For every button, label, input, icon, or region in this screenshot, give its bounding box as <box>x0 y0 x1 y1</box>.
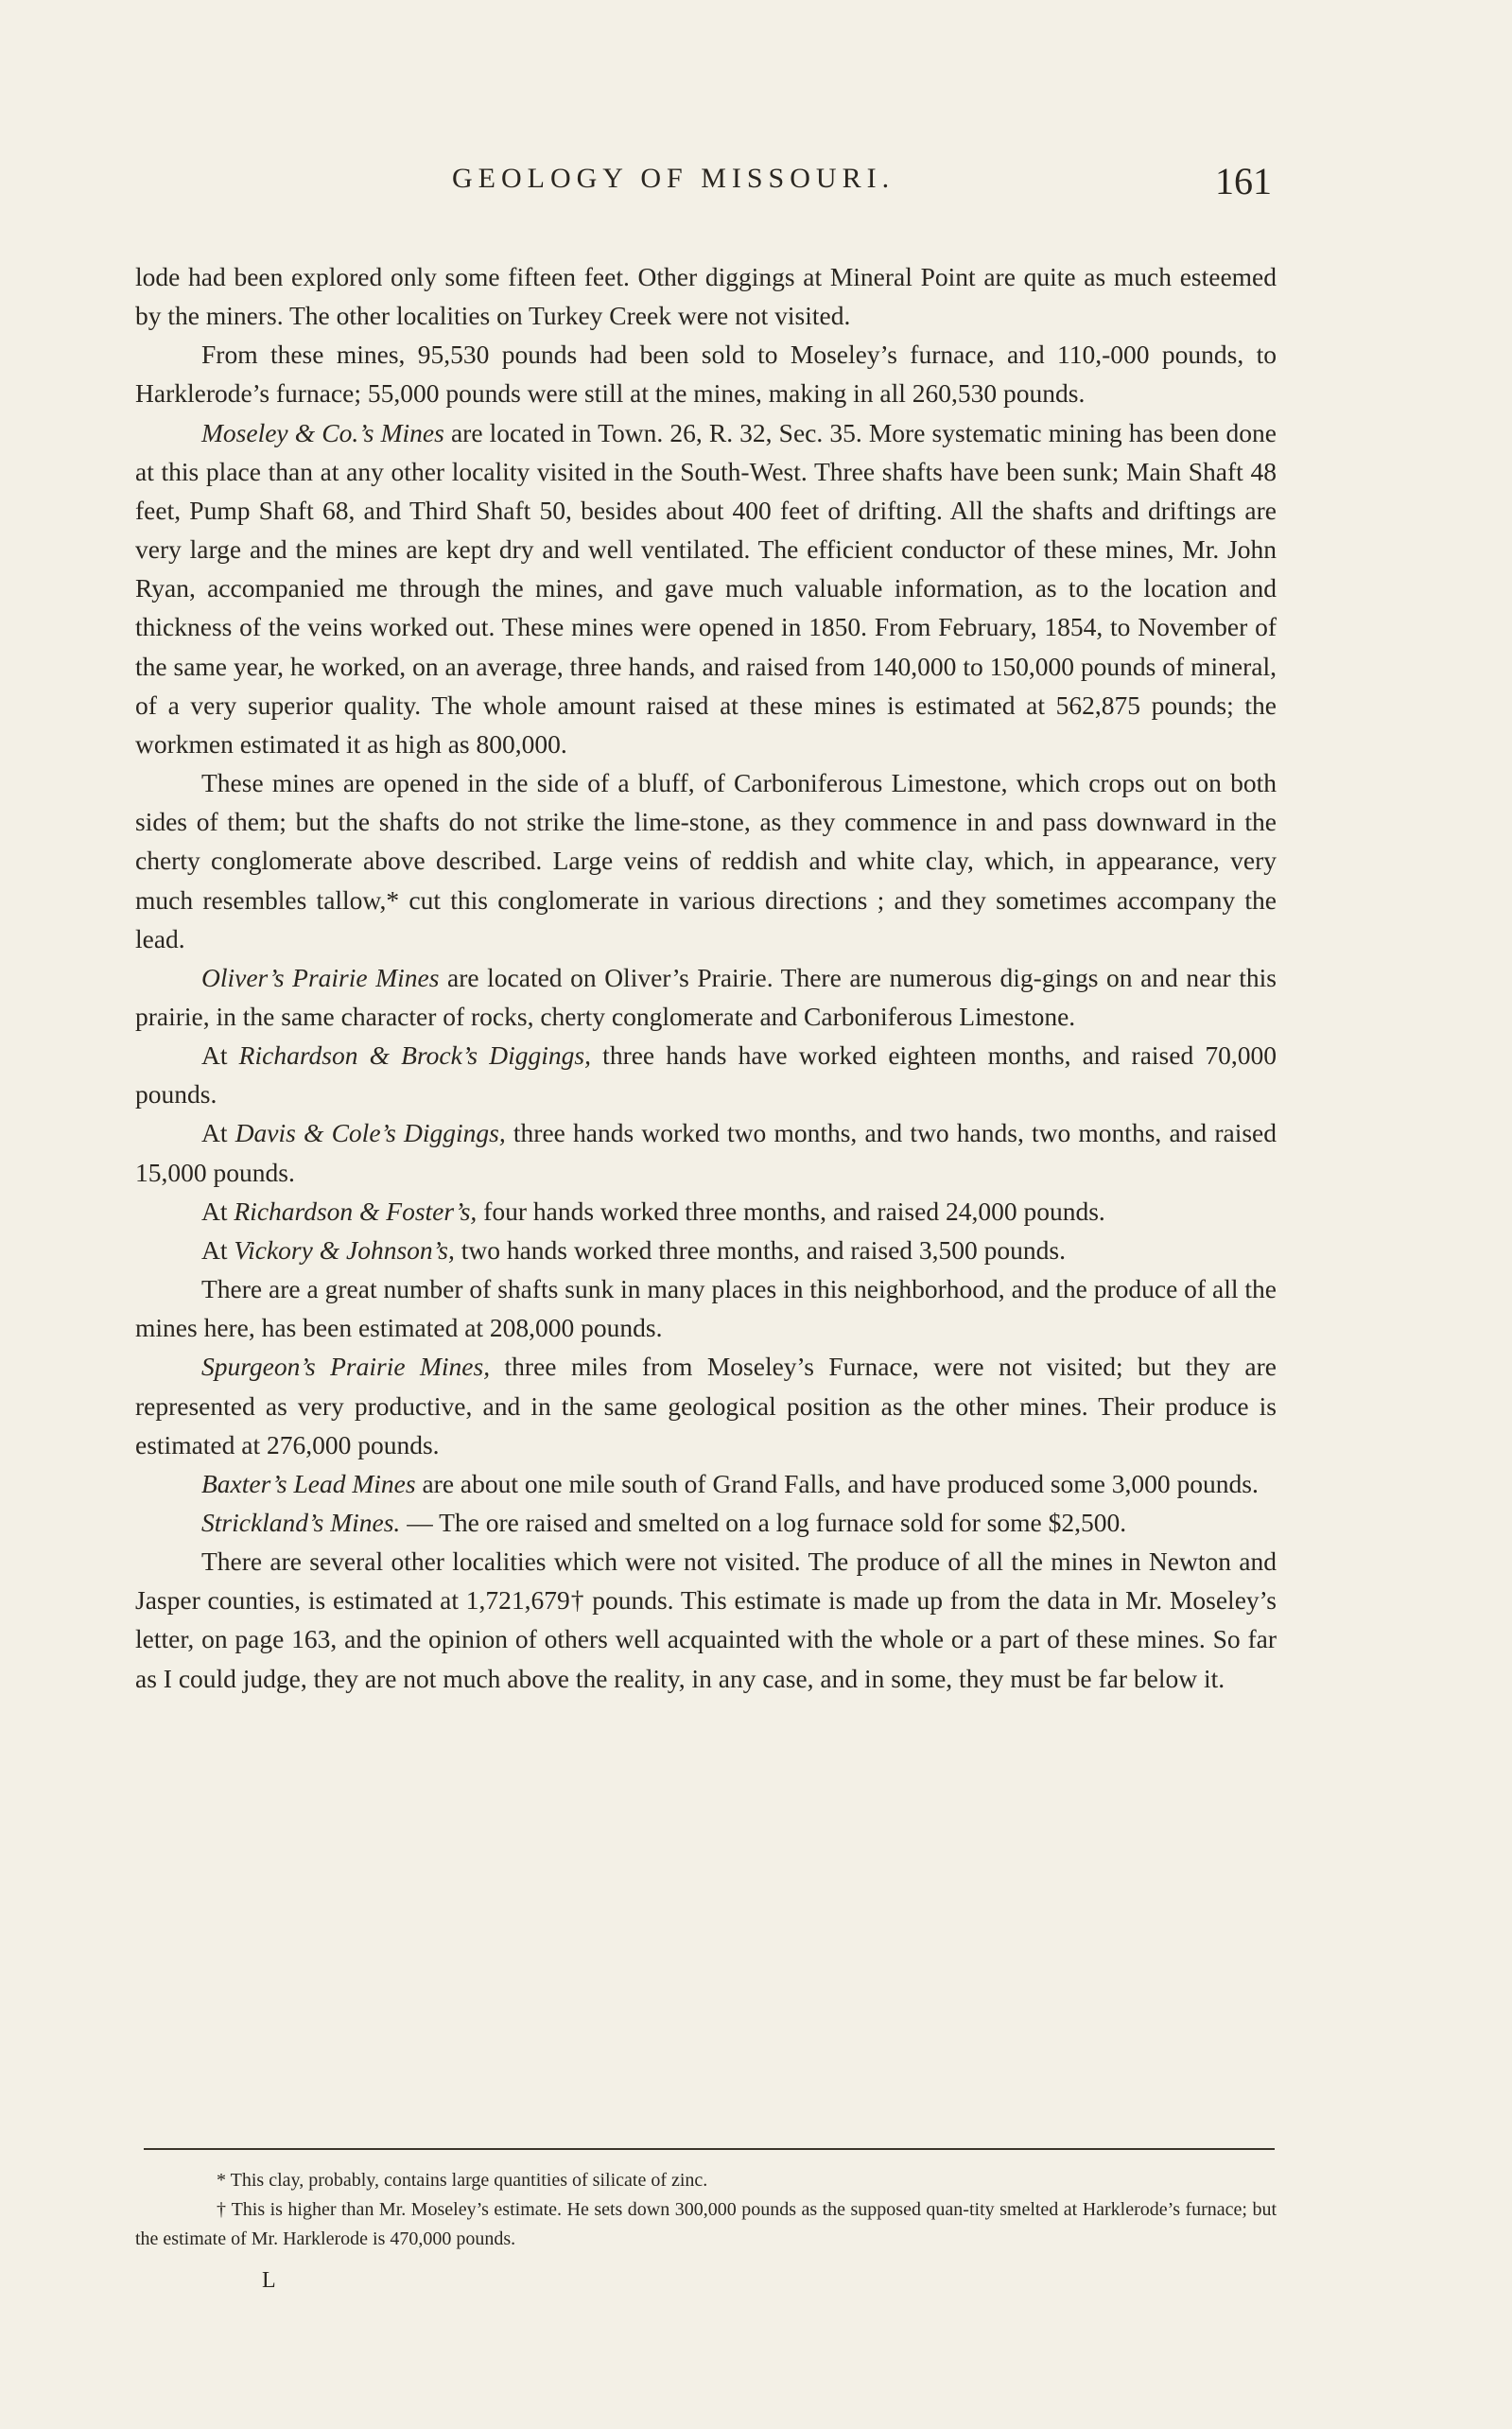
mine-name: Richardson & Brock’s Diggings, <box>238 1040 592 1071</box>
paragraph: Baxter’s Lead Mines are about one mile south of Grand Falls, and have produced some 3,000 pounds. <box>201 1468 1259 1498</box>
page-header <box>0 159 1512 216</box>
footnote: * This clay, probably, contains large quantities of silicate of zinc. <box>217 2170 708 2191</box>
mine-name: Vickory & Johnson’s, <box>234 1234 455 1265</box>
paragraph: There are several other localities which were not visited. The produce of all the mines in Newton and Jasper counties, is estimated at 1,721,679† pounds. This estimate is made up from the data in Mr. Moseley’s letter, on page 163, and the opinion of others well acquainted with the whole or a part of these mines. So far as I could judge, they are not much above the reality, in any case, and in some, they must be far below it. <box>135 1547 1277 1693</box>
mine-name: Spurgeon’s Prairie Mines, <box>201 1352 491 1382</box>
mine-name: Moseley & Co.’s Mines <box>201 417 444 447</box>
paragraph: At Vickory & Johnson’s, two hands worked three months, and raised 3,500 pounds. <box>201 1234 1066 1265</box>
signature-mark: L <box>262 2268 276 2293</box>
paragraph: At Davis & Cole’s Diggings, three hands worked two months, and two hands, two months, and raised 15,000 pounds. <box>135 1118 1277 1187</box>
paragraph: lode had been explored only some fifteen feet. Other diggings at Mineral Point are quite as much esteemed by the miners. The other localities on Turkey Creek were not visited. <box>135 262 1277 331</box>
paragraph: Strickland’s Mines. — The ore raised and smelted on a log furnace sold for some $2,500. <box>201 1508 1127 1537</box>
mine-name: Davis & Cole’s Diggings, <box>235 1118 506 1148</box>
paragraph: At Richardson & Foster’s, four hands worked three months, and raised 24,000 pounds. <box>201 1196 1105 1226</box>
running-head: GEOLOGY OF MISSOURI. <box>452 163 895 194</box>
mine-name: Oliver’s Prairie Mines <box>201 962 440 992</box>
footnote: † This is higher than Mr. Moseley’s estimate. He sets down 300,000 pounds as the supposed quan-tity smelted at Harklerode’s furnace; but the estimate of Mr. Harklerode is 470,000 pounds. <box>135 2199 1277 2249</box>
body-text <box>135 257 1277 1698</box>
paragraph: Oliver’s Prairie Mines are located on Oliver’s Prairie. There are numerous dig-gings on and near this prairie, in the same character of rocks, cherty conglomerate and Carboniferous Limestone. <box>135 962 1277 1031</box>
paragraph: These mines are opened in the side of a bluff, of Carboniferous Limestone, which crops out on both sides of them; but the shafts do not strike the lime-stone, as they commence in and pass downward in the cherty conglomerate above described. Large veins of reddish and white clay, which, in appearance, very much resembles tallow,* cut this conglomerate in various directions ; and they sometimes accompany the lead. <box>135 768 1277 953</box>
footnotes <box>135 2166 1277 2254</box>
paragraph: There are a great number of shafts sunk in many places in this neighborhood, and the produce of all the mines here, has been estimated at 208,000 pounds. <box>135 1274 1277 1343</box>
paragraph: At Richardson & Brock’s Diggings, three hands have worked eighteen months, and raised 70,000 pounds. <box>135 1040 1277 1110</box>
paragraph: Moseley & Co.’s Mines are located in Town. 26, R. 32, Sec. 35. More systematic mining has been done at this place than at any other locality visited in the South-West. Three shafts have been sunk; Main Shaft 48 feet, Pump Shaft 68, and Third Shaft 50, besides about 400 feet of drifting. All the shafts and driftings are very large and the mines are kept dry and well ventilated. The efficient conductor of these mines, Mr. John Ryan, accompanied me through the mines, and gave much valuable information, as to the location and thickness of the veins worked out. These mines were opened in 1850. From February, 1854, to November of the same year, he worked, on an average, three hands, and raised from 140,000 to 150,000 pounds of mineral, of a very superior quality. The whole amount raised at these mines is estimated at 562,875 pounds; the workmen estimated it as high as 800,000. <box>135 417 1277 759</box>
mine-name: Strickland’s Mines. <box>201 1508 401 1537</box>
paragraph: Spurgeon’s Prairie Mines, three miles from Moseley’s Furnace, were not visited; but they are represented as very productive, and in the same geological position as the other mines. Their produce is estimated at 276,000 pounds. <box>135 1352 1277 1459</box>
mine-name: Baxter’s Lead Mines <box>201 1468 416 1498</box>
footnote-divider <box>144 2148 1275 2150</box>
page-number: 161 <box>1215 160 1272 202</box>
paragraph: From these mines, 95,530 pounds had been sold to Moseley’s furnace, and 110,-000 pounds, to Harklerode’s furnace; 55,000 pounds were still at the mines, making in all 260,530 pounds. <box>135 340 1277 409</box>
mine-name: Richardson & Foster’s, <box>234 1196 478 1226</box>
